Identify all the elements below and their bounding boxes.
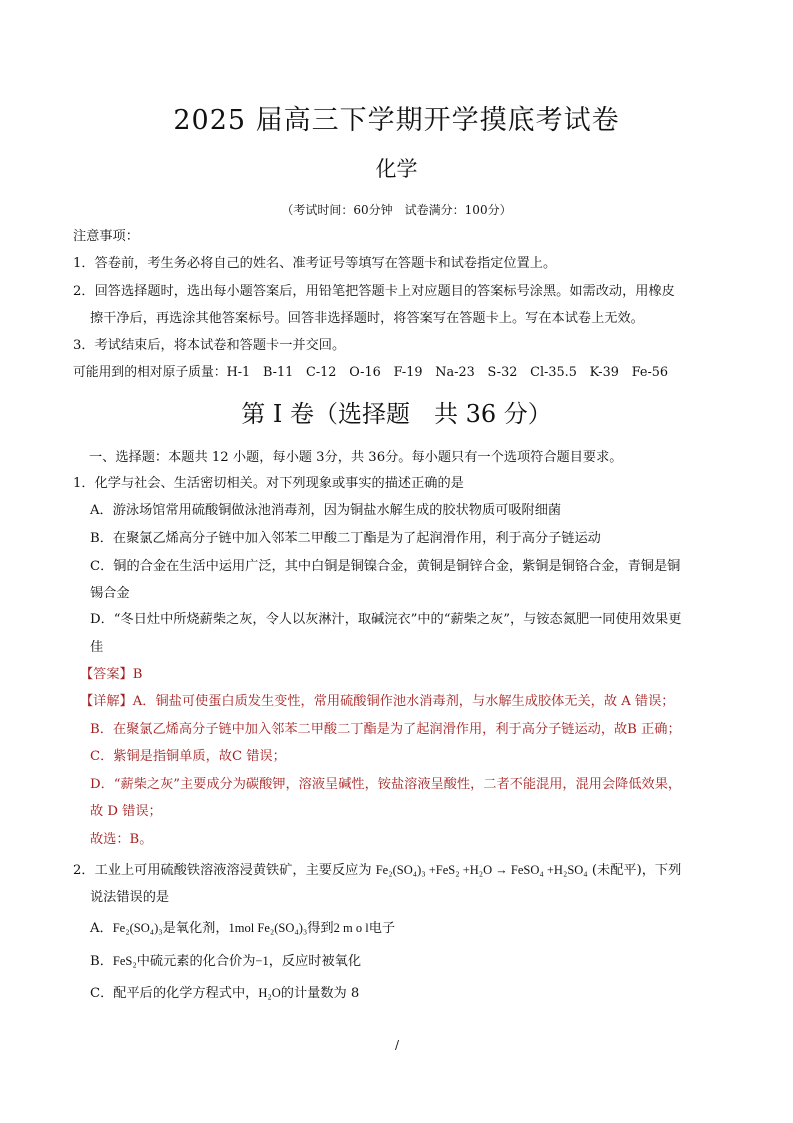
question-1-detail-3: C．紫铜是指铜单质，故C 错误；: [90, 749, 286, 764]
question-1-option-b: B．在聚氯乙烯高分子链中加入邻苯二甲酸二丁酯是为了起润滑作用，利于高分子链运动: [90, 531, 601, 546]
option-a-formula-2: 1mol Fe₂(SO₄)₃: [228, 921, 308, 935]
question-1-answer: [80, 666, 142, 684]
question-1-option-d-cont: 佳: [90, 640, 104, 655]
subject-title: 化学: [375, 157, 418, 181]
question-1-option-c: C．铜的合金在生活中运用广泛，其中白铜是铜镍合金，黄铜是铜锌合金，紫铜是铜铬合金，青铜是铜: [90, 559, 681, 574]
question-1-conclusion: 故选：B。: [90, 832, 153, 847]
note-item-3: 3．考试结束后，将本试卷和答题卡一并交回。: [73, 338, 346, 353]
answer-value: B: [132, 667, 143, 682]
atomic-masses: 可能用到的相对原子质量：H-1 B-11 C-12 O-16 F-19 Na-23 S-32 Cl-35.5 K-39 Fe-56: [73, 365, 669, 380]
detail-text-1: A．铜盐可使蛋白质发生变性，常用硫酸铜作池水消毒剂，与水解生成胶体无关，故 A 错误；: [132, 694, 675, 709]
option-b-mid: 中硫元素的化合价为: [136, 954, 256, 969]
exam-info: （考试时间：60分钟 试卷满分：100分）: [281, 203, 512, 217]
detail-label: 【详解】: [80, 694, 133, 709]
question-2-stem-prefix: 2．工业上可用硫酸铁溶液溶浸黄铁矿，主要反应为: [73, 863, 372, 878]
option-a-end: 电子: [368, 921, 396, 936]
question-1-detail-1: [80, 693, 675, 711]
section-title: 第 I 卷（选择题 共 36 分）: [241, 400, 552, 428]
option-a-quantity: 2 m o l: [333, 921, 369, 935]
question-2-option-a: [90, 919, 395, 938]
question-1-detail-2: B．在聚氯乙烯高分子链中加入邻苯二甲酸二丁酯是为了起润滑作用，利于高分子链运动，故B 正确；: [90, 722, 681, 737]
option-c-prefix: C．配平后的化学方程式中，: [90, 986, 259, 1001]
option-a-prefix: A．: [90, 921, 113, 936]
option-b-formula: FeS₂: [112, 954, 137, 968]
question-2-option-c: [90, 984, 359, 1003]
page-mark: /: [395, 1038, 400, 1052]
option-a-formula-1: Fe₂(SO₄)₃: [112, 921, 163, 935]
option-b-prefix: B．: [90, 954, 113, 969]
exam-title: 2025 届高三下学期开学摸底考试卷: [173, 105, 620, 136]
option-c-formula: H₂O: [258, 986, 281, 1000]
note-item-1: 1．答卷前，考生务必将自己的姓名、准考证号等填写在答题卡和试卷指定位置上。: [73, 256, 557, 271]
question-1-option-c-cont: 锡合金: [90, 586, 130, 601]
answer-label: 【答案】: [80, 667, 133, 682]
note-item-2: 2．回答选择题时，选出每小题答案后，用铅笔把答题卡上对应题目的答案标号涂黑。如需改动，用橡皮: [73, 284, 675, 299]
question-2-stem: [73, 861, 681, 880]
option-b-value: −1: [255, 954, 269, 968]
reaction-equation: Fe₂(SO₄)₃ +FeS₂ +H₂O → FeSO₄ +H₂SO₄: [375, 863, 588, 877]
question-1-detail-4: D．“薪柴之灰”主要成分为碳酸钾，溶液呈碱性，铵盐溶液呈酸性，二者不能混用，混用会降低效果，: [90, 777, 682, 792]
section-intro: 一、选择题：本题共 12 小题，每小题 3分，共 36分。每小题只有一个选项符合题目要求。: [89, 450, 623, 465]
option-c-end: 的计量数为 8: [280, 986, 360, 1001]
question-2-option-b: [90, 952, 361, 971]
notes-heading: 注意事项：: [73, 229, 139, 244]
question-2-stem-cont: 说法错误的是: [90, 890, 170, 905]
question-1-option-d: D．“冬日灶中所烧薪柴之灰，令人以灰淋汁，取碱浣衣”中的“薪柴之灰”，与铵态氮肥一同使用效果更: [90, 612, 682, 627]
question-1-option-a: A．游泳场馆常用硫酸铜做泳池消毒剂，因为铜盐水解生成的胶状物质可吸附细菌: [90, 503, 562, 518]
option-a-mid-2: 得到: [307, 921, 334, 936]
question-1-stem: 1．化学与社会、生活密切相关。对下列现象或事实的描述正确的是: [73, 476, 464, 491]
question-2-stem-suffix: (未配平)，下列: [591, 863, 682, 878]
note-item-2-cont: 擦干净后，再选涂其他答案标号。回答非选择题时，将答案写在答题卡上。写在本试卷上无效。: [90, 311, 644, 326]
question-1-detail-5: 故 D 错误；: [90, 804, 162, 819]
option-a-mid: 是氧化剂，: [162, 921, 229, 936]
option-b-end: ，反应时被氧化: [268, 954, 362, 969]
